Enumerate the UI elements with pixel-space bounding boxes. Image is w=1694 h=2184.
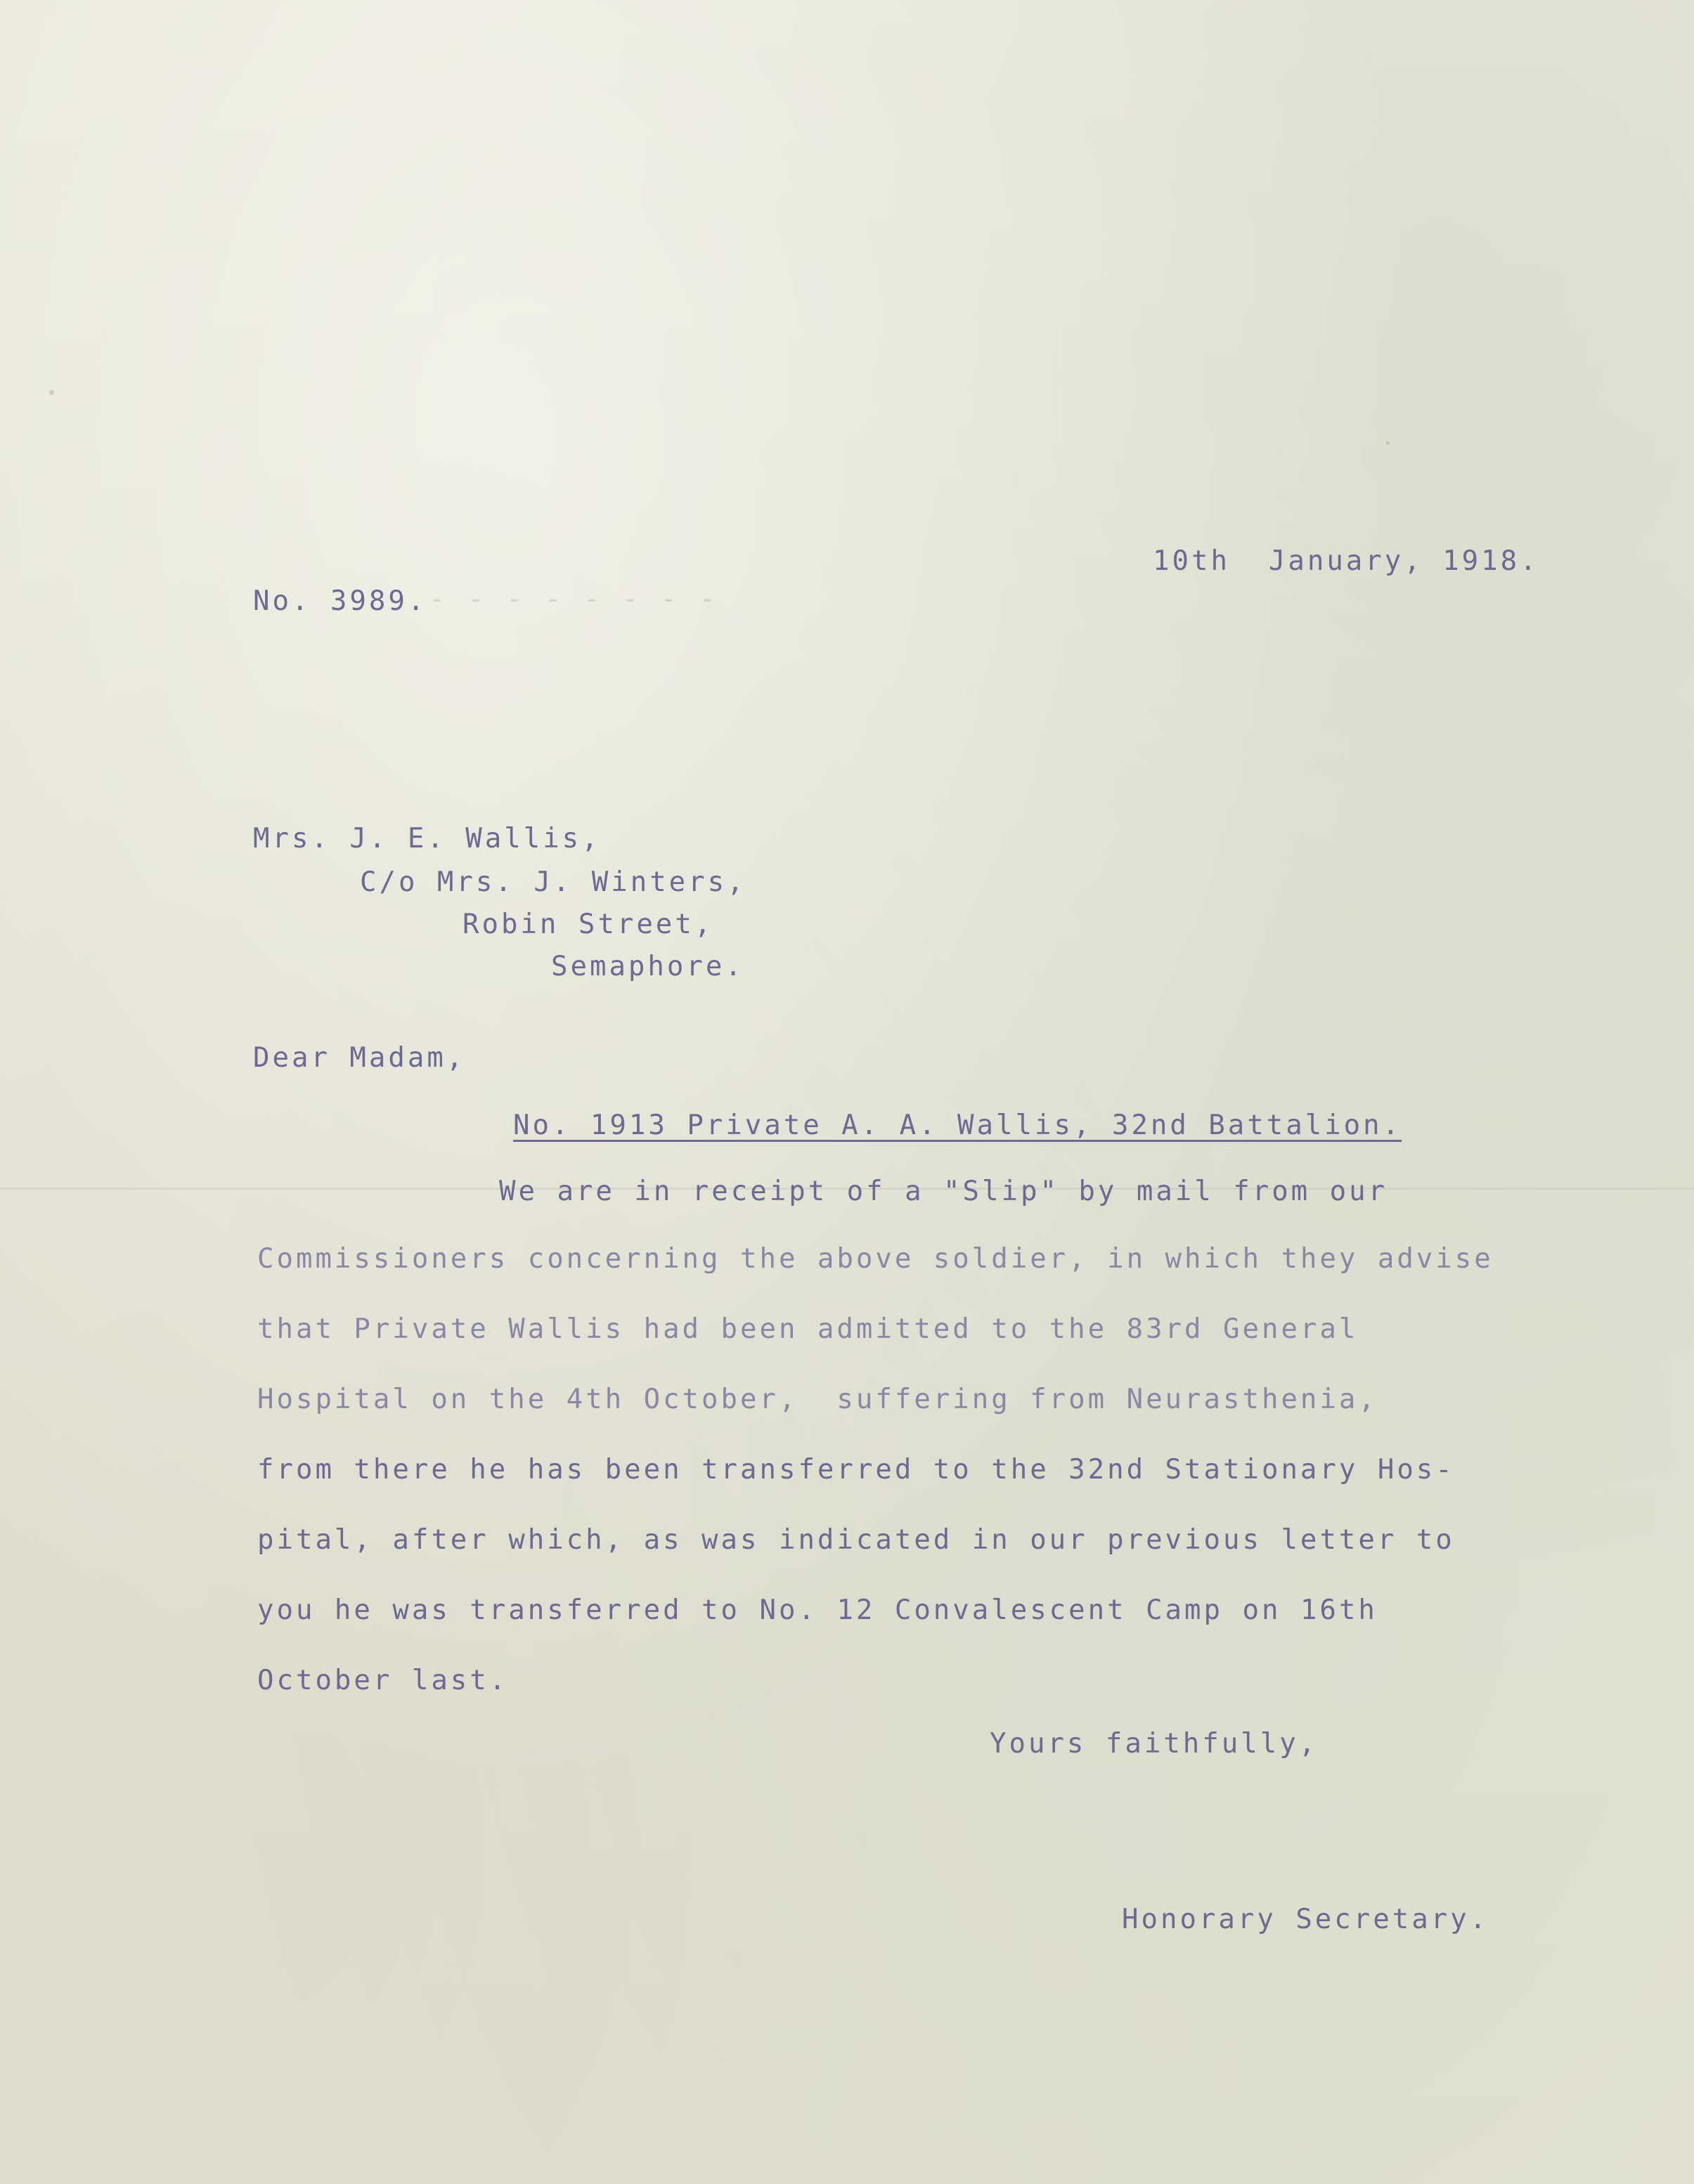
recipient-street: Robin Street, — [463, 909, 714, 940]
signatory-title: Honorary Secretary. — [1122, 1904, 1489, 1935]
ghost-offset-impression: - - - - - - - - — [429, 583, 719, 615]
salutation: Dear Madam, — [253, 1042, 466, 1074]
body-line: that Private Wallis had been admitted to the 83rd General — [257, 1313, 1359, 1345]
paper-spot — [49, 390, 54, 395]
body-line: you he was transferred to No. 12 Convalescent Camp on 16th — [257, 1594, 1378, 1626]
letter-date: 10th January, 1918. — [1153, 545, 1539, 577]
body-line: pital, after which, as was indicated in our previous letter to — [257, 1524, 1455, 1556]
recipient-town: Semaphore. — [551, 951, 744, 982]
paper-spot — [1386, 441, 1390, 445]
body-line: Commissioners concerning the above soldier, in which they advise — [257, 1243, 1494, 1275]
recipient-name: Mrs. J. E. Wallis, — [253, 823, 601, 854]
body-line: from there he has been transferred to the 32nd Stationary Hos- — [257, 1454, 1455, 1486]
recipient-care-of: C/o Mrs. J. Winters, — [360, 866, 746, 898]
body-line: We are in receipt of a "Slip" by mail from our — [499, 1176, 1388, 1207]
closing: Yours faithfully, — [990, 1728, 1319, 1760]
reference-number: No. 3989. — [253, 585, 427, 617]
subject-line: No. 1913 Private A. A. Wallis, 32nd Battalion. — [513, 1110, 1402, 1141]
body-line: Hospital on the 4th October, suffering from Neurasthenia, — [257, 1384, 1378, 1415]
body-line: October last. — [257, 1665, 509, 1696]
